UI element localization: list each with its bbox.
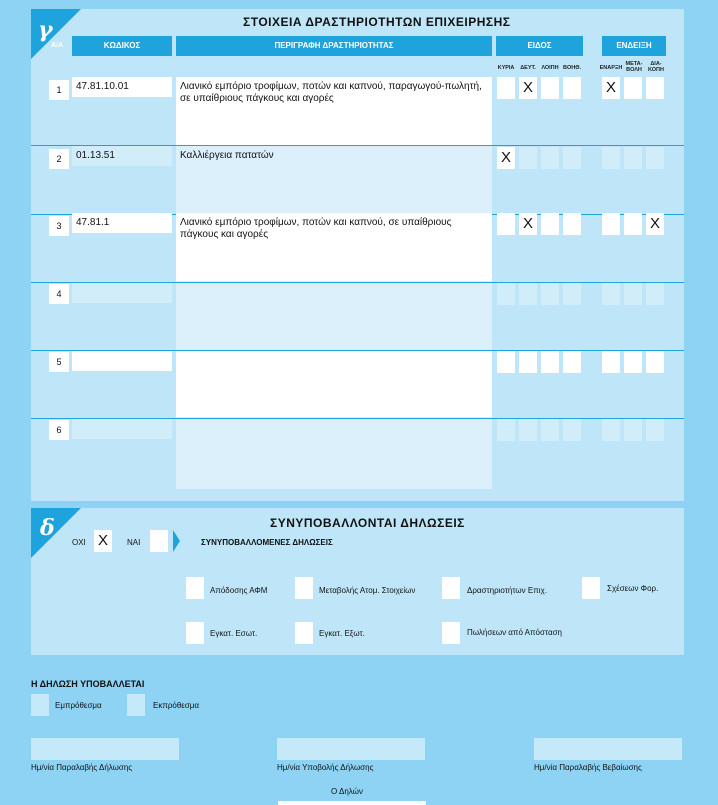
row-6-enarxi[interactable] [602,419,620,441]
row-5-voith[interactable] [563,351,581,373]
section-corner [31,508,81,558]
row-3-loipi[interactable] [541,213,559,235]
row-3-code[interactable]: 47.81.1 [72,213,172,233]
attached-declarations-section [31,508,684,655]
row-5-description[interactable] [176,351,492,417]
row-1-deyt[interactable]: X [519,77,537,99]
row-6-number: 6 [49,420,69,440]
row-2-description[interactable]: Καλλιέργεια πατατών [180,150,274,161]
row-3-number: 3 [49,216,69,236]
section-letter: γ [38,17,53,43]
opt-distance-checkbox[interactable] [442,622,460,644]
opt-afm-label: Απόδοσης ΑΦΜ [210,586,268,595]
row-4-description[interactable] [176,283,492,349]
opt-relations-label: Σχέσεων Φορ. [607,584,659,593]
row-5-loipi[interactable] [541,351,559,373]
nai-checkbox[interactable] [150,530,168,552]
row-4-kyria[interactable] [497,283,515,305]
nai-label: ΝΑΙ [127,538,141,547]
sub-kyria: ΚΥΡΙΑ [497,65,515,71]
row-1-code[interactable]: 47.81.10.01 [72,77,172,97]
row-5-number: 5 [49,352,69,372]
row-6-code[interactable] [72,419,172,439]
activities-section [31,9,684,501]
late-label: Εκπρόθεσμα [153,701,200,710]
certificate-date-field[interactable] [534,738,682,760]
sub-deyt: ΔΕΥΤ. [520,65,536,71]
declarant-label: Ο Δηλών [331,787,363,796]
row-4-loipi[interactable] [541,283,559,305]
certificate-date-label: Ημ/νία Παραλαβής Βεβαίωσης [534,763,642,772]
row-2-code[interactable]: 01.13.51 [72,146,172,166]
submitted-title: Η ΔΗΛΩΣΗ ΥΠΟΒΑΛΛΕΤΑΙ [31,679,145,689]
arrow-icon [173,530,180,552]
row-2-metavoli[interactable] [624,147,642,169]
row-6-kyria[interactable] [497,419,515,441]
attached-subtitle: ΣΥΝΥΠΟΒΑΛΛΟΜΕΝΕΣ ΔΗΛΩΣΕΙΣ [201,538,333,547]
late-checkbox[interactable] [127,694,145,716]
submit-date-label: Ημ/νία Υποβολής Δήλωσης [277,763,374,772]
row-4-metavoli[interactable] [624,283,642,305]
submit-date-field[interactable] [277,738,425,760]
opt-internal-label: Εγκατ. Εσωτ. [210,629,258,638]
row-2-number: 2 [49,149,69,169]
header-description: ΠΕΡΙΓΡΑΦΗ ΔΡΑΣΤΗΡΙΟΤΗΤΑΣ [176,36,492,56]
row-3-diakopi[interactable]: X [646,213,664,235]
row-6-metavoli[interactable] [624,419,642,441]
header-type: ΕΙΔΟΣ [496,36,583,56]
row-2-kyria[interactable]: X [497,147,515,169]
row-2-diakopi[interactable] [646,147,664,169]
row-3-enarxi[interactable] [602,213,620,235]
sub-voith: ΒΟΗΘ. [562,65,582,71]
row-5-kyria[interactable] [497,351,515,373]
row-1-metavoli[interactable] [624,77,642,99]
header-code: ΚΩΔΙΚΟΣ [72,36,172,56]
row-5-code[interactable] [72,351,172,371]
row-5-deyt[interactable] [519,351,537,373]
opt-internal-checkbox[interactable] [186,622,204,644]
row-2-enarxi[interactable] [602,147,620,169]
row-1-voith[interactable] [563,77,581,99]
row-6-description[interactable] [176,419,492,485]
section-title: ΣΤΟΙΧΕΙΑ ΔΡΑΣΤΗΡΙΟΤΗΤΩΝ ΕΠΙΧΕΙΡΗΣΗΣ [243,15,511,29]
row-1-kyria[interactable] [497,77,515,99]
row-3-kyria[interactable] [497,213,515,235]
on-time-label: Εμπρόθεσμα [55,701,102,710]
row-5-enarxi[interactable] [602,351,620,373]
opt-external-label: Εγκατ. Εξωτ. [319,629,365,638]
section-letter: δ [40,515,55,541]
on-time-checkbox[interactable] [31,694,49,716]
row-1-description[interactable]: Λιανικό εμπόριο τροφίμων, ποτών και καπνού, παραγωγού-πωλητή, σε υπαίθριους πάγκους και αγορές [176,77,492,145]
opt-personal-label: Μεταβολής Ατομ. Στοιχείων [319,586,416,595]
opt-activities-checkbox[interactable] [442,577,460,599]
row-4-enarxi[interactable] [602,283,620,305]
row-6-loipi[interactable] [541,419,559,441]
row-1-enarxi[interactable]: X [602,77,620,99]
row-6-diakopi[interactable] [646,419,664,441]
row-4-code[interactable] [72,283,172,303]
row-3-description[interactable]: Λιανικό εμπόριο τροφίμων, ποτών και καπνού, σε υπαίθριους πάγκους και αγορές [176,213,492,281]
row-4-diakopi[interactable] [646,283,664,305]
row-5-diakopi[interactable] [646,351,664,373]
sub-metavoli: ΜΕΤΑ-ΒΟΛΗ [625,61,643,73]
oxi-label: ΟΧΙ [72,538,86,547]
row-1-number: 1 [49,80,69,100]
row-2-deyt[interactable] [519,147,537,169]
row-2-voith[interactable] [563,147,581,169]
row-3-metavoli[interactable] [624,213,642,235]
opt-personal-checkbox[interactable] [295,577,313,599]
receipt-date-field[interactable] [31,738,179,760]
row-2-loipi[interactable] [541,147,559,169]
row-4-voith[interactable] [563,283,581,305]
oxi-checkbox[interactable]: X [94,530,112,552]
row-3-voith[interactable] [563,213,581,235]
row-1-loipi[interactable] [541,77,559,99]
opt-external-checkbox[interactable] [295,622,313,644]
sub-loipi: ΛΟΙΠΗ [541,65,559,71]
sub-diakopi: ΔΙΑ-ΚΟΠΗ [648,61,664,73]
row-4-deyt[interactable] [519,283,537,305]
receipt-date-label: Ημ/νία Παραλαβής Δήλωσης [31,763,133,772]
opt-relations-checkbox[interactable] [582,577,600,599]
row-6-voith[interactable] [563,419,581,441]
row-1-diakopi[interactable] [646,77,664,99]
opt-afm-checkbox[interactable] [186,577,204,599]
header-indication: ΕΝΔΕΙΞΗ [602,36,666,56]
declarant-signature-field[interactable] [278,801,426,805]
sub-enarxi: ΕΝΑΡΞΗ [599,65,623,71]
row-3-deyt[interactable]: X [519,213,537,235]
row-6-deyt[interactable] [519,419,537,441]
opt-distance-label: Πωλήσεων από Απόσταση [467,628,562,637]
row-4-number: 4 [49,284,69,304]
aa-label: Α/Α [51,42,64,49]
row-5-metavoli[interactable] [624,351,642,373]
opt-activities-label: Δραστηριοτήτων Επιχ. [467,586,547,595]
section-title: ΣΥΝΥΠΟΒΑΛΛΟΝΤΑΙ ΔΗΛΩΣΕΙΣ [270,516,465,530]
